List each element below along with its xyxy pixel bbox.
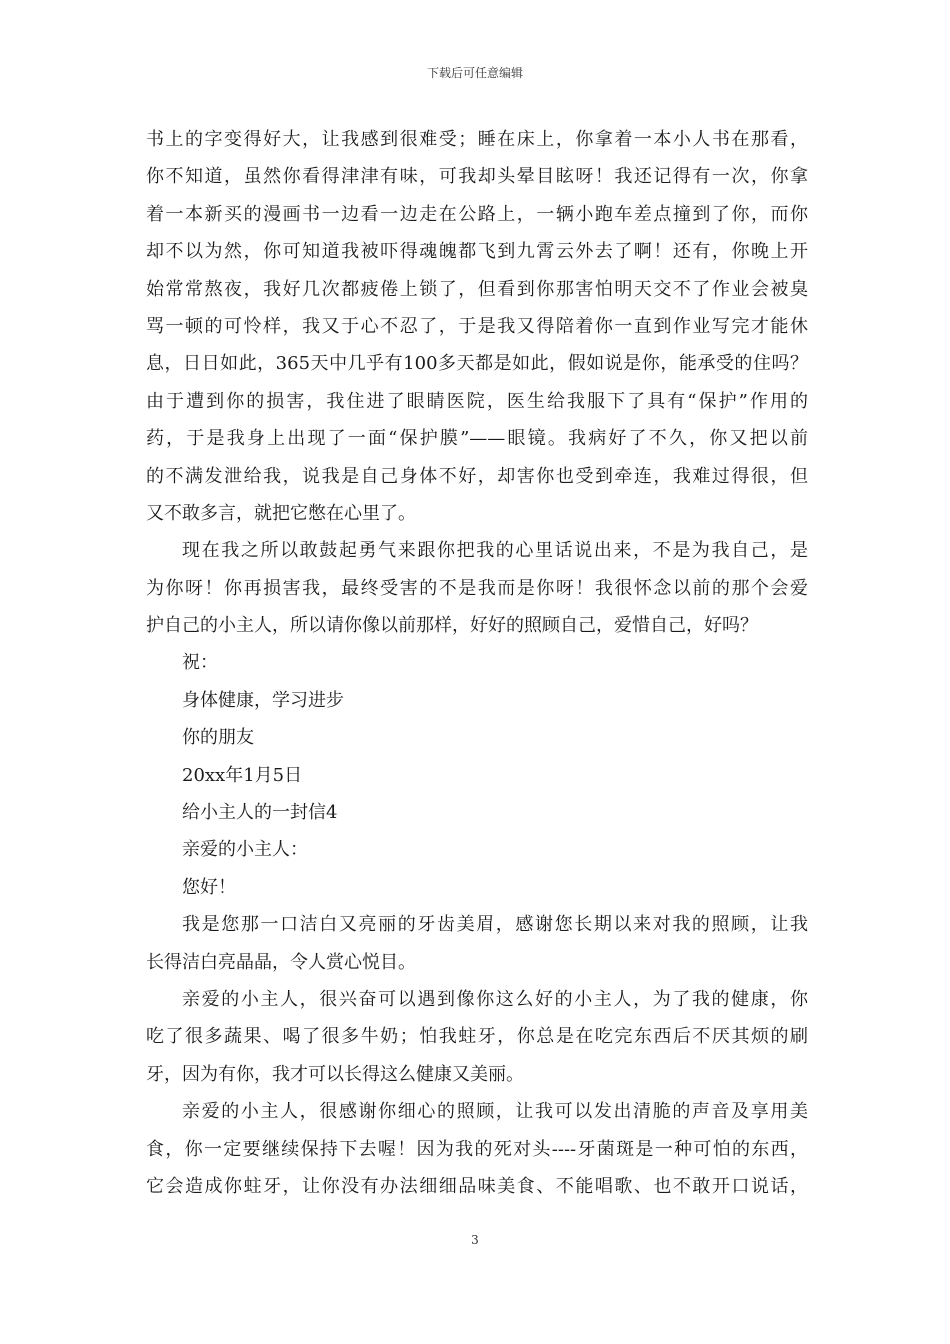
text-line: 牙，因为有你，我才可以长得这么健康又美丽。 — [146, 1063, 524, 1085]
text-line: 护自己的小主人，所以请你像以前那样，好好的照顾自己，爱惜自己，好吗？ — [146, 615, 758, 637]
page-number: 3 — [471, 1233, 479, 1247]
page-header: 下载后可任意编辑 — [426, 66, 523, 80]
text-line: 你的朋友 — [182, 727, 254, 749]
text-line: 我是您那一口洁白又亮丽的牙齿美眉，感谢您长期以来对我的照顾，让我 — [182, 914, 808, 936]
text-line: 祝： — [182, 652, 218, 674]
text-line: 它会造成你蛀牙，让你没有办法细细品味美食、不能唱歌、也不敢开口说话， — [146, 1175, 808, 1197]
text-line: 吃了很多蔬果、喝了很多牛奶；怕我蛀牙，你总是在吃完东西后不厌其烦的刷 — [146, 1026, 808, 1048]
text-line: 食，你一定要继续保持下去喔！因为我的死对头----牙菌斑是一种可怕的东西， — [146, 1138, 808, 1160]
text-line: 你不知道，虽然你看得津津有味，可我却头晕目眩呀！我还记得有一次，你拿 — [146, 166, 808, 188]
text-line: 的不满发泄给我，说我是自己身体不好，却害你也受到牵连，我难过得很，但 — [146, 465, 808, 487]
text-line: 给小主人的一封信4 — [182, 802, 338, 824]
text-line: 却不以为然，你可知道我被吓得魂魄都飞到九霄云外去了啊！还有，你晚上开 — [146, 241, 808, 263]
text-line: 始常常熬夜，我好几次都疲倦上锁了，但看到你那害怕明天交不了作业会被臭 — [146, 278, 808, 300]
text-line: 身体健康，学习进步 — [182, 689, 344, 711]
document-body — [146, 121, 808, 1205]
text-line: 息，日日如此，365天中几乎有100多天都是如此，假如说是你，能承受的住吗？ — [146, 353, 808, 375]
text-line: 为你呀！你再损害我，最终受害的不是我而是你呀！我很怀念以前的那个会爱 — [146, 577, 808, 599]
text-line: 亲爱的小主人： — [182, 839, 308, 861]
text-line: 现在我之所以敢鼓起勇气来跟你把我的心里话说出来，不是为我自己，是 — [182, 540, 808, 562]
text-line: 亲爱的小主人，很感谢你细心的照顾，让我可以发出清脆的声音及享用美 — [182, 1101, 808, 1123]
text-line: 亲爱的小主人，很兴奋可以遇到像你这么好的小主人，为了我的健康，你 — [182, 988, 808, 1010]
text-line: 您好！ — [182, 876, 236, 898]
text-line: 20xx年1月5日 — [182, 764, 303, 786]
text-line: 骂一顿的可怜样，我又于心不忍了，于是我又得陪着你一直到作业写完才能休 — [146, 315, 808, 337]
text-line: 由于遭到你的损害，我住进了眼睛医院，医生给我服下了具有“保护”作用的 — [146, 390, 808, 412]
text-line: 又不敢多言，就把它憋在心里了。 — [146, 502, 416, 524]
text-line: 长得洁白亮晶晶，令人赏心悦目。 — [146, 951, 416, 973]
text-line: 药，于是我身上出现了一面“保护膜”——眼镜。我病好了不久，你又把以前 — [146, 428, 808, 450]
text-line: 书上的字变得好大，让我感到很难受；睡在床上，你拿着一本小人书在那看， — [146, 129, 808, 150]
text-line: 着一本新买的漫画书一边看一边走在公路上，一辆小跑车差点撞到了你，而你 — [146, 203, 808, 225]
